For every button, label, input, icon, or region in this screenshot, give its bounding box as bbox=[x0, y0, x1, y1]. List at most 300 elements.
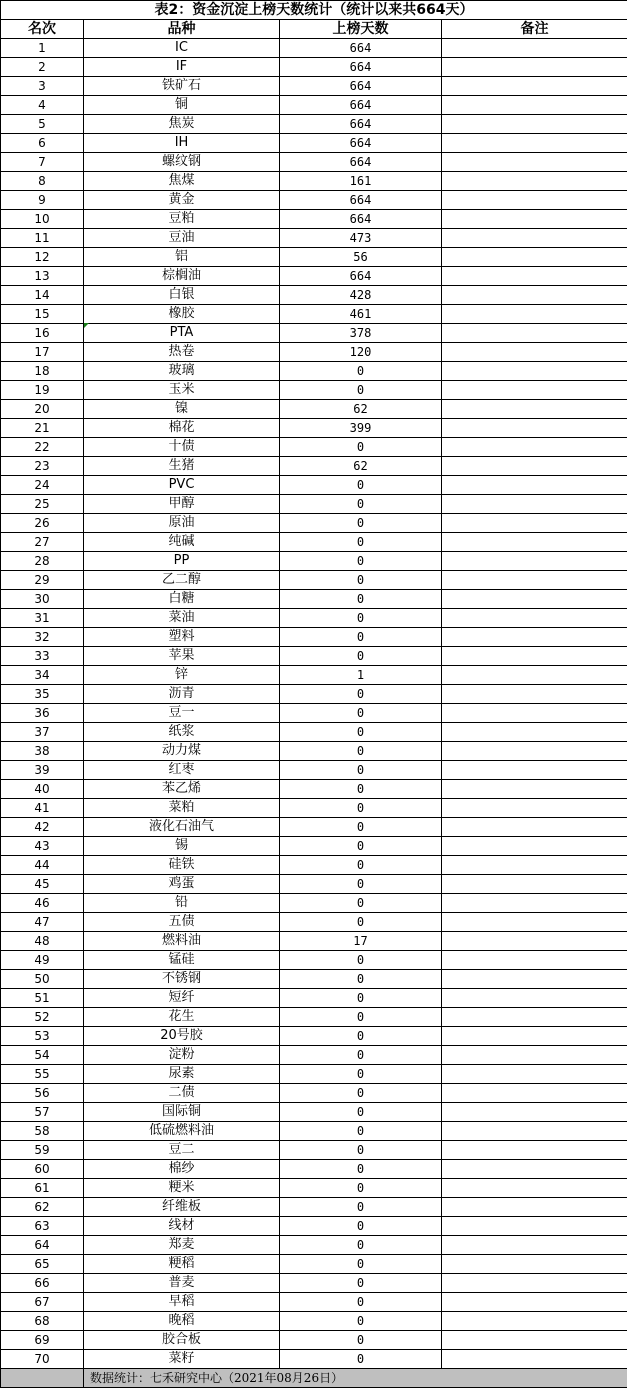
rank-cell: 68 bbox=[1, 1312, 84, 1331]
note-cell bbox=[442, 552, 627, 571]
rank-cell: 57 bbox=[1, 1103, 84, 1122]
days-cell: 0 bbox=[280, 1046, 442, 1065]
header-name: 品种 bbox=[84, 20, 280, 39]
name-cell: 普麦 bbox=[84, 1274, 280, 1293]
days-cell: 0 bbox=[280, 552, 442, 571]
table-row bbox=[1, 1122, 627, 1141]
days-cell: 62 bbox=[280, 457, 442, 476]
note-cell bbox=[442, 1141, 627, 1160]
footer-source: 数据统计：七禾研究中心（2021年08月26日） bbox=[84, 1369, 627, 1388]
table-row bbox=[1, 210, 627, 229]
days-cell: 0 bbox=[280, 628, 442, 647]
days-cell: 0 bbox=[280, 1350, 442, 1369]
rank-cell: 64 bbox=[1, 1236, 84, 1255]
table-row bbox=[1, 134, 627, 153]
name-cell: 胶合板 bbox=[84, 1331, 280, 1350]
rank-cell: 66 bbox=[1, 1274, 84, 1293]
name-cell: 白糖 bbox=[84, 590, 280, 609]
table-row bbox=[1, 818, 627, 837]
note-cell bbox=[442, 381, 627, 400]
table-row bbox=[1, 609, 627, 628]
name-cell: 纯碱 bbox=[84, 533, 280, 552]
days-cell: 17 bbox=[280, 932, 442, 951]
table-row bbox=[1, 590, 627, 609]
table-row bbox=[1, 932, 627, 951]
rank-cell: 61 bbox=[1, 1179, 84, 1198]
table-row bbox=[1, 894, 627, 913]
name-cell: 菜油 bbox=[84, 609, 280, 628]
days-cell: 0 bbox=[280, 533, 442, 552]
name-cell: 白银 bbox=[84, 286, 280, 305]
name-cell: 豆二 bbox=[84, 1141, 280, 1160]
note-cell bbox=[442, 894, 627, 913]
days-cell: 0 bbox=[280, 1141, 442, 1160]
table-row bbox=[1, 856, 627, 875]
name-cell: 铜 bbox=[84, 96, 280, 115]
rank-cell: 20 bbox=[1, 400, 84, 419]
rank-cell: 47 bbox=[1, 913, 84, 932]
days-cell: 0 bbox=[280, 495, 442, 514]
note-cell bbox=[442, 590, 627, 609]
days-cell: 0 bbox=[280, 742, 442, 761]
rank-cell: 44 bbox=[1, 856, 84, 875]
days-cell: 56 bbox=[280, 248, 442, 267]
name-cell: 沥青 bbox=[84, 685, 280, 704]
note-cell bbox=[442, 476, 627, 495]
note-cell bbox=[442, 723, 627, 742]
days-cell: 0 bbox=[280, 1065, 442, 1084]
note-cell bbox=[442, 742, 627, 761]
rank-cell: 56 bbox=[1, 1084, 84, 1103]
days-cell: 664 bbox=[280, 77, 442, 96]
days-cell: 0 bbox=[280, 780, 442, 799]
table-row bbox=[1, 685, 627, 704]
table-row bbox=[1, 1141, 627, 1160]
note-cell bbox=[442, 286, 627, 305]
note-cell bbox=[442, 856, 627, 875]
name-cell: 淀粉 bbox=[84, 1046, 280, 1065]
rank-cell: 35 bbox=[1, 685, 84, 704]
name-cell: 菜粕 bbox=[84, 799, 280, 818]
name-cell: 不锈钢 bbox=[84, 970, 280, 989]
name-cell: 鸡蛋 bbox=[84, 875, 280, 894]
rank-cell: 23 bbox=[1, 457, 84, 476]
rank-cell: 24 bbox=[1, 476, 84, 495]
table-row bbox=[1, 115, 627, 134]
note-cell bbox=[442, 419, 627, 438]
name-cell: 豆粕 bbox=[84, 210, 280, 229]
days-cell: 664 bbox=[280, 96, 442, 115]
note-cell bbox=[442, 571, 627, 590]
footer-blank-cell bbox=[1, 1369, 84, 1388]
days-cell: 378 bbox=[280, 324, 442, 343]
days-cell: 1 bbox=[280, 666, 442, 685]
table-row bbox=[1, 172, 627, 191]
rank-cell: 46 bbox=[1, 894, 84, 913]
table-title: 表2：资金沉淀上榜天数统计（统计以来共664天） bbox=[1, 1, 627, 20]
days-cell: 0 bbox=[280, 381, 442, 400]
days-cell: 0 bbox=[280, 1293, 442, 1312]
table-row bbox=[1, 476, 627, 495]
name-cell: 菜籽 bbox=[84, 1350, 280, 1369]
header-days: 上榜天数 bbox=[280, 20, 442, 39]
footer-row bbox=[1, 1369, 627, 1388]
rank-cell: 39 bbox=[1, 761, 84, 780]
rank-cell: 36 bbox=[1, 704, 84, 723]
rank-cell: 2 bbox=[1, 58, 84, 77]
table-row bbox=[1, 647, 627, 666]
table-row bbox=[1, 438, 627, 457]
table-row bbox=[1, 1217, 627, 1236]
table-row bbox=[1, 39, 627, 58]
note-cell bbox=[442, 1065, 627, 1084]
table-row bbox=[1, 191, 627, 210]
name-cell: 玉米 bbox=[84, 381, 280, 400]
table-row bbox=[1, 913, 627, 932]
note-cell bbox=[442, 153, 627, 172]
name-cell: IC bbox=[84, 39, 280, 58]
table-row bbox=[1, 1312, 627, 1331]
table-row bbox=[1, 970, 627, 989]
rank-cell: 12 bbox=[1, 248, 84, 267]
note-cell bbox=[442, 495, 627, 514]
table-row bbox=[1, 1084, 627, 1103]
name-cell: 苯乙烯 bbox=[84, 780, 280, 799]
days-cell: 664 bbox=[280, 39, 442, 58]
note-cell bbox=[442, 1160, 627, 1179]
note-cell bbox=[442, 1198, 627, 1217]
name-cell: PVC bbox=[84, 476, 280, 495]
table-row bbox=[1, 837, 627, 856]
days-cell: 664 bbox=[280, 115, 442, 134]
name-cell: 螺纹钢 bbox=[84, 153, 280, 172]
note-cell bbox=[442, 913, 627, 932]
name-cell: 动力煤 bbox=[84, 742, 280, 761]
days-cell: 664 bbox=[280, 191, 442, 210]
rank-cell: 58 bbox=[1, 1122, 84, 1141]
table-row bbox=[1, 153, 627, 172]
table-row bbox=[1, 343, 627, 362]
note-cell bbox=[442, 77, 627, 96]
name-cell: 焦煤 bbox=[84, 172, 280, 191]
name-cell: 黄金 bbox=[84, 191, 280, 210]
name-cell: 热卷 bbox=[84, 343, 280, 362]
name-cell: 铝 bbox=[84, 248, 280, 267]
note-cell bbox=[442, 134, 627, 153]
table-row bbox=[1, 381, 627, 400]
rank-cell: 1 bbox=[1, 39, 84, 58]
note-cell bbox=[442, 932, 627, 951]
name-cell: 硅铁 bbox=[84, 856, 280, 875]
note-cell bbox=[442, 818, 627, 837]
name-cell: 早稻 bbox=[84, 1293, 280, 1312]
rank-cell: 30 bbox=[1, 590, 84, 609]
rank-cell: 63 bbox=[1, 1217, 84, 1236]
note-cell bbox=[442, 704, 627, 723]
note-cell bbox=[442, 96, 627, 115]
days-cell: 0 bbox=[280, 685, 442, 704]
note-cell bbox=[442, 685, 627, 704]
note-cell bbox=[442, 799, 627, 818]
table-row bbox=[1, 742, 627, 761]
table-row bbox=[1, 1179, 627, 1198]
note-cell bbox=[442, 324, 627, 343]
table-row bbox=[1, 780, 627, 799]
name-cell: 锰硅 bbox=[84, 951, 280, 970]
note-cell bbox=[442, 1027, 627, 1046]
table-row bbox=[1, 96, 627, 115]
days-cell: 0 bbox=[280, 989, 442, 1008]
rank-cell: 34 bbox=[1, 666, 84, 685]
days-cell: 0 bbox=[280, 799, 442, 818]
name-cell: 铅 bbox=[84, 894, 280, 913]
rank-cell: 8 bbox=[1, 172, 84, 191]
note-cell bbox=[442, 514, 627, 533]
days-cell: 0 bbox=[280, 1027, 442, 1046]
note-cell bbox=[442, 1255, 627, 1274]
note-cell bbox=[442, 343, 627, 362]
table-row bbox=[1, 571, 627, 590]
days-cell: 664 bbox=[280, 210, 442, 229]
note-cell bbox=[442, 267, 627, 286]
note-cell bbox=[442, 305, 627, 324]
rank-cell: 50 bbox=[1, 970, 84, 989]
days-cell: 0 bbox=[280, 761, 442, 780]
rank-cell: 51 bbox=[1, 989, 84, 1008]
rank-cell: 54 bbox=[1, 1046, 84, 1065]
days-cell: 0 bbox=[280, 514, 442, 533]
name-cell: 短纤 bbox=[84, 989, 280, 1008]
rank-cell: 25 bbox=[1, 495, 84, 514]
rank-cell: 15 bbox=[1, 305, 84, 324]
table-row bbox=[1, 305, 627, 324]
rank-cell: 33 bbox=[1, 647, 84, 666]
days-cell: 0 bbox=[280, 818, 442, 837]
rank-cell: 21 bbox=[1, 419, 84, 438]
table-row bbox=[1, 1198, 627, 1217]
days-cell: 664 bbox=[280, 153, 442, 172]
table-row bbox=[1, 1027, 627, 1046]
name-cell: 20号胶 bbox=[84, 1027, 280, 1046]
note-cell bbox=[442, 229, 627, 248]
rank-cell: 18 bbox=[1, 362, 84, 381]
rank-cell: 42 bbox=[1, 818, 84, 837]
days-cell: 120 bbox=[280, 343, 442, 362]
rank-cell: 4 bbox=[1, 96, 84, 115]
rank-cell: 6 bbox=[1, 134, 84, 153]
name-cell: 燃料油 bbox=[84, 932, 280, 951]
rank-cell: 37 bbox=[1, 723, 84, 742]
name-cell: 二债 bbox=[84, 1084, 280, 1103]
note-cell bbox=[442, 400, 627, 419]
name-cell: 尿素 bbox=[84, 1065, 280, 1084]
name-cell: 锌 bbox=[84, 666, 280, 685]
days-cell: 0 bbox=[280, 951, 442, 970]
table-row bbox=[1, 267, 627, 286]
note-cell bbox=[442, 533, 627, 552]
name-cell: 铁矿石 bbox=[84, 77, 280, 96]
table-row bbox=[1, 1350, 627, 1369]
rank-cell: 19 bbox=[1, 381, 84, 400]
days-cell: 0 bbox=[280, 476, 442, 495]
note-cell bbox=[442, 1122, 627, 1141]
days-cell: 0 bbox=[280, 438, 442, 457]
note-cell bbox=[442, 1217, 627, 1236]
days-cell: 461 bbox=[280, 305, 442, 324]
name-cell: 线材 bbox=[84, 1217, 280, 1236]
note-cell bbox=[442, 1293, 627, 1312]
days-cell: 664 bbox=[280, 134, 442, 153]
note-cell bbox=[442, 1274, 627, 1293]
rank-cell: 69 bbox=[1, 1331, 84, 1350]
table-row bbox=[1, 1160, 627, 1179]
name-cell: 棕榈油 bbox=[84, 267, 280, 286]
name-cell: 苹果 bbox=[84, 647, 280, 666]
name-cell: 豆一 bbox=[84, 704, 280, 723]
note-cell bbox=[442, 1084, 627, 1103]
rank-cell: 60 bbox=[1, 1160, 84, 1179]
rank-cell: 41 bbox=[1, 799, 84, 818]
name-cell: 橡胶 bbox=[84, 305, 280, 324]
name-cell: 棉花 bbox=[84, 419, 280, 438]
header-rank: 名次 bbox=[1, 20, 84, 39]
days-cell: 62 bbox=[280, 400, 442, 419]
rank-cell: 13 bbox=[1, 267, 84, 286]
note-cell bbox=[442, 951, 627, 970]
cell-comment-marker-icon bbox=[84, 323, 89, 328]
name-cell: PP bbox=[84, 552, 280, 571]
name-cell: 晚稻 bbox=[84, 1312, 280, 1331]
table-row bbox=[1, 286, 627, 305]
table-row bbox=[1, 229, 627, 248]
name-cell: 五债 bbox=[84, 913, 280, 932]
header-row bbox=[1, 20, 627, 39]
table-row bbox=[1, 552, 627, 571]
note-cell bbox=[442, 1236, 627, 1255]
table-row bbox=[1, 1008, 627, 1027]
table-row bbox=[1, 628, 627, 647]
rank-cell: 5 bbox=[1, 115, 84, 134]
rank-cell: 40 bbox=[1, 780, 84, 799]
days-cell: 0 bbox=[280, 1198, 442, 1217]
name-cell: 镍 bbox=[84, 400, 280, 419]
days-cell: 0 bbox=[280, 571, 442, 590]
rank-cell: 16 bbox=[1, 324, 84, 343]
days-cell: 0 bbox=[280, 894, 442, 913]
name-cell: 原油 bbox=[84, 514, 280, 533]
note-cell bbox=[442, 666, 627, 685]
rank-cell: 67 bbox=[1, 1293, 84, 1312]
table-body bbox=[1, 39, 627, 1369]
header-note: 备注 bbox=[442, 20, 627, 39]
note-cell bbox=[442, 115, 627, 134]
name-cell: 塑料 bbox=[84, 628, 280, 647]
rank-cell: 11 bbox=[1, 229, 84, 248]
table-row bbox=[1, 1255, 627, 1274]
days-cell: 0 bbox=[280, 1160, 442, 1179]
rank-cell: 49 bbox=[1, 951, 84, 970]
note-cell bbox=[442, 1350, 627, 1369]
table-row bbox=[1, 514, 627, 533]
name-cell: 豆油 bbox=[84, 229, 280, 248]
name-cell: 郑麦 bbox=[84, 1236, 280, 1255]
days-cell: 0 bbox=[280, 1217, 442, 1236]
name-cell: 液化石油气 bbox=[84, 818, 280, 837]
note-cell bbox=[442, 210, 627, 229]
name-cell: 十债 bbox=[84, 438, 280, 457]
rank-cell: 14 bbox=[1, 286, 84, 305]
note-cell bbox=[442, 39, 627, 58]
note-cell bbox=[442, 1046, 627, 1065]
days-cell: 0 bbox=[280, 875, 442, 894]
rank-cell: 45 bbox=[1, 875, 84, 894]
rank-cell: 9 bbox=[1, 191, 84, 210]
rank-cell: 31 bbox=[1, 609, 84, 628]
name-cell: 生猪 bbox=[84, 457, 280, 476]
name-cell: 纸浆 bbox=[84, 723, 280, 742]
days-cell: 0 bbox=[280, 970, 442, 989]
table-row bbox=[1, 1331, 627, 1350]
rank-cell: 3 bbox=[1, 77, 84, 96]
days-cell: 161 bbox=[280, 172, 442, 191]
name-cell: 焦炭 bbox=[84, 115, 280, 134]
note-cell bbox=[442, 58, 627, 77]
rank-cell: 29 bbox=[1, 571, 84, 590]
table-row bbox=[1, 1293, 627, 1312]
table-row bbox=[1, 799, 627, 818]
name-cell: 甲醇 bbox=[84, 495, 280, 514]
days-cell: 0 bbox=[280, 1312, 442, 1331]
note-cell bbox=[442, 438, 627, 457]
table-row bbox=[1, 666, 627, 685]
note-cell bbox=[442, 875, 627, 894]
note-cell bbox=[442, 780, 627, 799]
rank-cell: 10 bbox=[1, 210, 84, 229]
table-row bbox=[1, 723, 627, 742]
days-cell: 0 bbox=[280, 1008, 442, 1027]
days-cell: 0 bbox=[280, 1084, 442, 1103]
days-cell: 0 bbox=[280, 913, 442, 932]
days-cell: 0 bbox=[280, 362, 442, 381]
name-cell: PTA bbox=[84, 324, 280, 343]
days-cell: 0 bbox=[280, 1331, 442, 1350]
table-row bbox=[1, 533, 627, 552]
rank-cell: 65 bbox=[1, 1255, 84, 1274]
note-cell bbox=[442, 647, 627, 666]
table-row bbox=[1, 1236, 627, 1255]
days-cell: 473 bbox=[280, 229, 442, 248]
table-row bbox=[1, 1103, 627, 1122]
days-cell: 0 bbox=[280, 590, 442, 609]
note-cell bbox=[442, 761, 627, 780]
note-cell bbox=[442, 1331, 627, 1350]
note-cell bbox=[442, 172, 627, 191]
days-cell: 0 bbox=[280, 1274, 442, 1293]
rank-cell: 55 bbox=[1, 1065, 84, 1084]
name-cell: IH bbox=[84, 134, 280, 153]
name-cell: 棉纱 bbox=[84, 1160, 280, 1179]
rank-cell: 43 bbox=[1, 837, 84, 856]
rank-cell: 62 bbox=[1, 1198, 84, 1217]
days-cell: 664 bbox=[280, 58, 442, 77]
name-cell: 红枣 bbox=[84, 761, 280, 780]
days-cell: 0 bbox=[280, 723, 442, 742]
rank-cell: 52 bbox=[1, 1008, 84, 1027]
note-cell bbox=[442, 191, 627, 210]
rank-cell: 38 bbox=[1, 742, 84, 761]
name-cell: 乙二醇 bbox=[84, 571, 280, 590]
note-cell bbox=[442, 970, 627, 989]
